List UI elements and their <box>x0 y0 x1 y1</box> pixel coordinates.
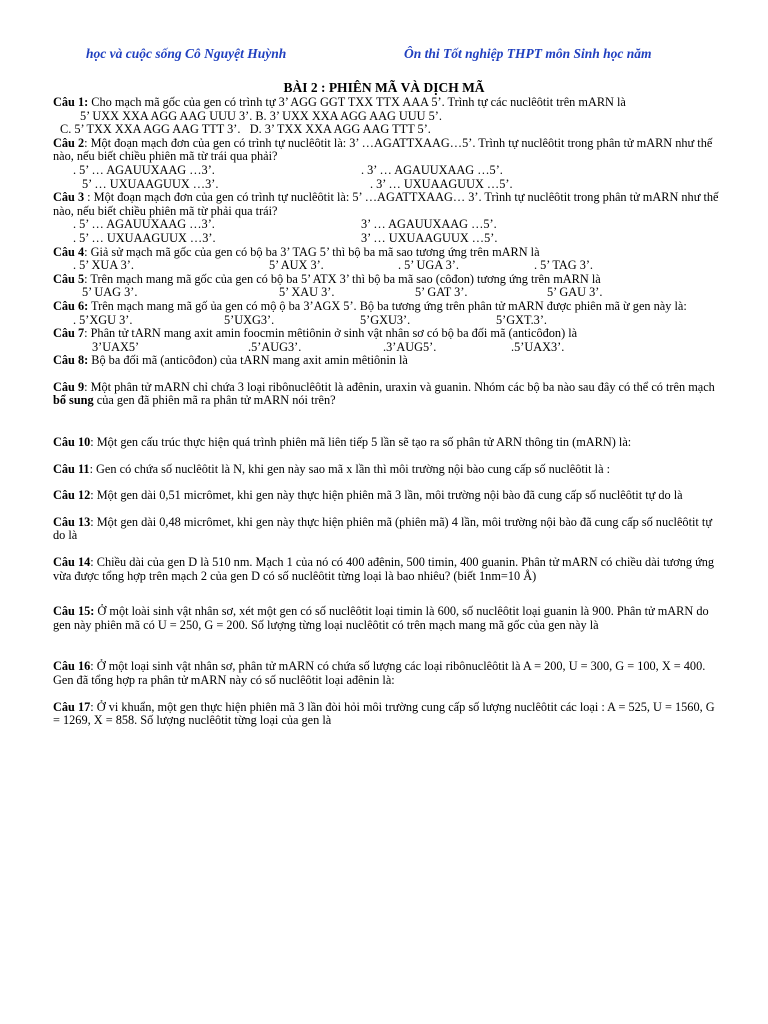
question-label: Câu 16 <box>53 659 91 674</box>
option-4: . 3’ … UXUAAGUUX …5’. <box>370 176 513 191</box>
question-text: : Gen có chứa số nuclêôtit là N, khi gen này sao mã x lần thì môi trường nội bào cung cấp số nuclêôtit là : <box>89 461 611 476</box>
question-label: Câu 1: <box>53 95 89 109</box>
question-text: Trên mạch mang mã gố ủa gen có mộ ộ ba 3’AGX 5’. Bộ ba tương ứng trên phân tử mARN được phiên mã ừ gen này là: <box>88 298 687 313</box>
question-16 <box>53 660 721 687</box>
question-10 <box>53 436 721 450</box>
option-3: 5’GXU3’. <box>360 312 411 327</box>
option-4: . 5’ TAG 3’. <box>534 258 594 273</box>
question-text: : Chiều dài của gen D là 510 nm. Mạch 1 của nó có 400 ađênin, 500 timin, 400 guanin. Phân tử mARN có chiều dài tương ứng vừa được tổng hợp trên mạch 2 của gen D có số nuclêôtit từng loại là bao nhiêu? (biết 1nm=10 Å) <box>53 555 715 583</box>
question-label: Câu 12 <box>53 488 91 503</box>
question-2-options-row1 <box>53 164 721 178</box>
question-5 <box>53 273 721 287</box>
question-3-options-row1 <box>53 218 721 232</box>
question-8 <box>53 354 721 368</box>
question-text: Bộ ba đối mã (anticôđon) của tARN mang axit amin mêtiônin là <box>88 353 408 368</box>
question-3 <box>53 191 721 218</box>
question-text: : Một phân tử mARN chỉ chứa 3 loại ribônuclêôtit là ađênin, uraxin và guanin. Nhóm các bộ ba nào sau đây có thể có trên mạch <box>84 379 715 394</box>
answer-space <box>53 583 721 605</box>
question-14 <box>53 556 721 583</box>
option-4: 3’ … UXUAAGUUX …5’. <box>361 230 498 245</box>
header-right: Ôn thi Tốt nghiệp THPT môn Sinh học năm <box>404 46 652 61</box>
option-2: 5’ XAU 3’. <box>279 285 335 300</box>
emphasis-text: bổ sung <box>53 393 94 408</box>
question-2 <box>53 137 721 164</box>
question-label: Câu 11 <box>53 461 90 476</box>
question-1-options-ab <box>53 110 721 124</box>
question-label: Câu 3 <box>53 190 85 205</box>
question-text: : Ở một loại sinh vật nhân sơ, phân tử mARN có chứa số lượng các loại ribônuclêôtit là A = 200, U = 300, G = 100, X = 400. Gen đã tổng hợp ra phân tử mARN này có số nuclêôtit loại ađênin là: <box>53 659 706 687</box>
option-3: 5’ … UXUAAGUUX …3’. <box>82 176 219 191</box>
option-2: 5’ AUX 3’. <box>269 258 324 273</box>
question-7-options <box>53 341 721 355</box>
question-9 <box>53 381 721 408</box>
question-6-options <box>53 314 721 328</box>
question-13 <box>53 516 721 543</box>
option-1: 3’UAX5’ <box>92 339 140 354</box>
question-4 <box>53 246 721 260</box>
question-1-options-cd <box>53 123 721 137</box>
question-4-options <box>53 259 721 273</box>
question-label: Câu 4 <box>53 244 85 259</box>
option-3: .3’AUG5’. <box>383 339 437 354</box>
question-text: : Một đoạn mạch đơn của gen có trình tự nuclêôtit là: 5’ …AGATTXAAG… 3’. Trình tự nuclêôtit trong phân tử mARN như thế nào, nếu biết chiều phiên mã từ phải qua trái? <box>53 190 719 218</box>
option-2: 3’ … AGAUUXAAG …5’. <box>361 217 497 232</box>
option-3: . 5’ UGA 3’. <box>398 258 459 273</box>
question-label: Câu 14 <box>53 555 91 570</box>
question-6 <box>53 300 721 314</box>
option-4: 5’GXT.3’. <box>496 312 547 327</box>
question-17 <box>53 701 721 728</box>
option-3: . 5’ … UXUAAGUUX …3’. <box>73 230 216 245</box>
option-2: .5’AUG3’. <box>248 339 302 354</box>
question-label: Câu 10 <box>53 435 91 450</box>
question-text: : Một gen dài 0,51 micrômet, khi gen này thực hiện phiên mã 3 lần, môi trường nội bào đã cung cấp số nuclêôtit tự do là <box>90 488 683 503</box>
answer-space <box>53 408 721 436</box>
question-label: Câu 9 <box>53 379 85 394</box>
option-1: . 5’ XUA 3’. <box>73 258 134 273</box>
option-1: . 5’XGU 3’. <box>73 312 133 327</box>
question-label: Câu 2 <box>53 135 85 150</box>
question-text: : Trên mạch mang mã gốc của gen có bộ ba 5’ ATX 3’ thì bộ ba mã sao (côđon) tương ứng trên mARN là <box>84 271 601 286</box>
question-label: Câu 15: <box>53 604 95 619</box>
question-3-options-row2 <box>53 232 721 246</box>
option-1: . 5’ … AGAUUXAAG …3’. <box>73 162 215 177</box>
question-list <box>53 96 721 728</box>
option-d: D. 3’ TXX XXA AGG AAG TTT 5’. <box>249 122 431 137</box>
option-4: .5’UAX3’. <box>511 339 565 354</box>
option-2: . 3’ … AGAUUXAAG …5’. <box>361 162 503 177</box>
question-text: : Một đoạn mạch đơn của gen có trình tự nuclêôtit là: 3’ …AGATTXAAG…5’. Trình tự nuclêôtit trong phân tử mARN như thế nào, nếu biết chiều phiên mã từ trái qua phải? <box>53 135 713 164</box>
question-label: Câu 5 <box>53 271 85 286</box>
question-1 <box>53 96 721 110</box>
answer-space <box>53 632 721 660</box>
header-left: học và cuộc sống Cô Nguyệt Huỳnh <box>86 46 287 61</box>
question-text-end: của gen đã phiên mã ra phân tử mARN nói trên? <box>93 393 336 408</box>
question-text: Ở một loài sinh vật nhân sơ, xét một gen có số nuclêôtit loại timin là 600, số nuclêôtit loại guanin là 900. Phân tử mARN do gen này phiên mã có U = 250, G = 200. Số lượng từng loại nuclêôtit có trên mạch mang mã gốc của gen này là <box>53 604 709 632</box>
question-label: Câu 6: <box>53 298 89 313</box>
option-a: 5’ UXX XXA AGG AAG UUU 3’. <box>80 108 253 123</box>
question-12 <box>53 489 721 503</box>
question-11 <box>53 463 721 477</box>
question-7 <box>53 327 721 341</box>
option-1: . 5’ … AGAUUXAAG …3’. <box>73 217 215 232</box>
question-label: Câu 17 <box>53 699 91 714</box>
question-text: : Phân tử tARN mang axit amin foocmin mêtiônin ở sinh vật nhân sơ có bộ ba đối mã (anticôđon) là <box>84 326 578 341</box>
question-2-options-row2 <box>53 178 721 192</box>
question-text: : Ở vi khuẩn, một gen thực hiện phiên mã 3 lần đòi hỏi môi trường cung cấp số lượng nuclêôtit các loại : A = 525, U = 1560, G = 1269, X = 858. Số lượng nuclêôtit từng loại của gen là <box>53 699 715 728</box>
question-label: Câu 8: <box>53 353 89 368</box>
question-5-options <box>53 286 721 300</box>
question-label: Câu 7 <box>53 326 85 341</box>
question-text: : Một gen dài 0,48 micrômet, khi gen này thực hiện phiên mã (phiên mã) 4 lần, môi trường nội bào đã cung cấp số nuclêôtit tự do là <box>53 514 712 543</box>
question-text: : Một gen cấu trúc thực hiện quá trình phiên mã liên tiếp 5 lần sẽ tạo ra số phân tử ARN thông tin (mARN) là: <box>90 435 632 450</box>
option-1: 5’ UAG 3’. <box>82 285 138 300</box>
page-title: BÀI 2 : PHIÊN MÃ VÀ DỊCH MÃ <box>283 80 485 95</box>
option-3: 5’ GAT 3’. <box>415 285 468 300</box>
question-15 <box>53 605 721 632</box>
option-2: 5’UXG3’. <box>224 312 275 327</box>
question-text: Cho mạch mã gốc của gen có trình tự 3’ AGG GGT TXX TTX AAA 5’. Trình tự các nuclêôtit trên mARN là <box>91 95 626 109</box>
option-4: 5’ GAU 3’. <box>547 285 603 300</box>
option-c: C. 5’ TXX XXA AGG AAG TTT 3’. <box>60 122 241 137</box>
question-text: : Giả sử mạch mã gốc của gen có bộ ba 3’ TAG 5’ thì bộ ba mã sao tương ứng trên mARN là <box>84 244 540 259</box>
option-b: B. 3’ UXX XXA AGG AAG UUU 5’. <box>255 108 442 123</box>
question-label: Câu 13 <box>53 514 91 529</box>
